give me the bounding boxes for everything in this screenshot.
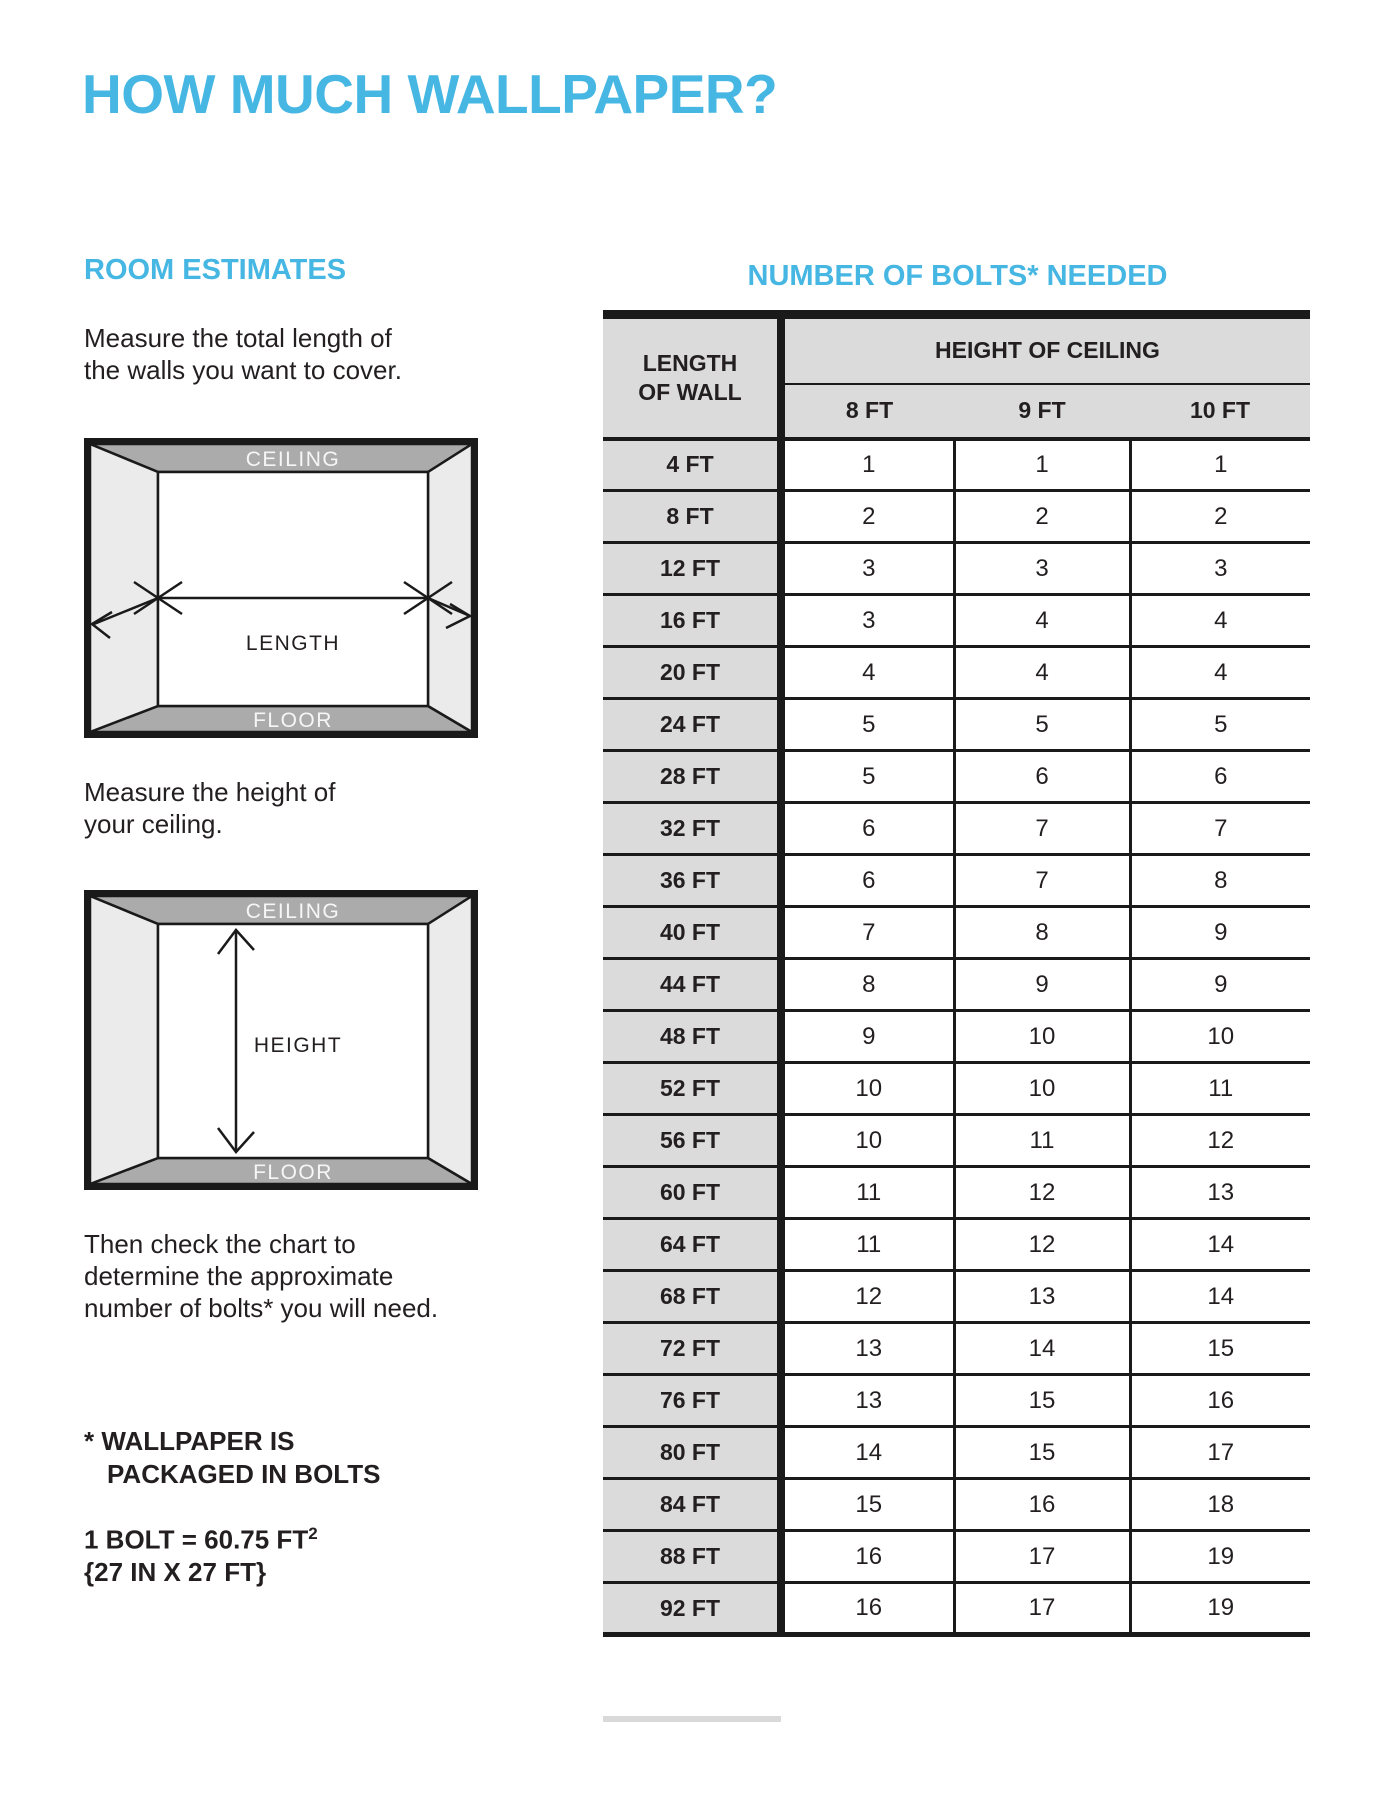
bolt-count-cell: 3 (954, 543, 1130, 595)
table-row (603, 1167, 1310, 1219)
bolt-count-cell: 19 (1130, 1531, 1310, 1583)
bolt-count-cell: 11 (781, 1167, 954, 1219)
bolt-count-cell: 16 (781, 1531, 954, 1583)
bolt-count-cell: 19 (1130, 1583, 1310, 1635)
wall-length-cell: 52 FT (603, 1063, 781, 1115)
table-row (603, 959, 1310, 1011)
step3-instruction (84, 1228, 438, 1324)
bolt-count-cell: 5 (1130, 699, 1310, 751)
bolt-count-cell: 8 (1130, 855, 1310, 907)
right-wall-panel (428, 444, 472, 732)
table-row (603, 1271, 1310, 1323)
step2-line2: your ceiling. (84, 809, 223, 839)
wall-length-cell: 56 FT (603, 1115, 781, 1167)
wall-length-cell: 76 FT (603, 1375, 781, 1427)
step2-instruction (84, 776, 336, 840)
table-row (603, 751, 1310, 803)
bolt-count-cell: 15 (1130, 1323, 1310, 1375)
step1-line2: the walls you want to cover. (84, 355, 402, 385)
bolt-count-cell: 18 (1130, 1479, 1310, 1531)
wall-length-cell: 16 FT (603, 595, 781, 647)
bolt-count-cell: 17 (954, 1531, 1130, 1583)
wall-length-cell: 8 FT (603, 491, 781, 543)
table-row (603, 1323, 1310, 1375)
bolt-count-cell: 13 (781, 1375, 954, 1427)
bolt-count-cell: 9 (954, 959, 1130, 1011)
wall-length-cell: 20 FT (603, 647, 781, 699)
step2-line1: Measure the height of (84, 777, 336, 807)
bolt-equation (84, 1524, 318, 1556)
bolt-count-cell: 13 (1130, 1167, 1310, 1219)
bolt-count-cell: 4 (1130, 595, 1310, 647)
wall-length-cell: 72 FT (603, 1323, 781, 1375)
wall-length-cell: 32 FT (603, 803, 781, 855)
wall-length-cell: 68 FT (603, 1271, 781, 1323)
wall-length-cell: 4 FT (603, 439, 781, 491)
wall-length-cell: 40 FT (603, 907, 781, 959)
table-group-header-row (603, 315, 1310, 384)
bolt-count-cell: 2 (1130, 491, 1310, 543)
bolt-count-cell: 9 (1130, 959, 1310, 1011)
wall-length-cell: 88 FT (603, 1531, 781, 1583)
page-title: HOW MUCH WALLPAPER? (82, 63, 778, 125)
room-height-diagram (84, 890, 478, 1190)
floor-label: FLOOR (253, 709, 333, 732)
length-of-wall-header-line1: LENGTH (642, 349, 738, 376)
height-of-ceiling-header: HEIGHT OF CEILING (781, 315, 1310, 384)
bolt-count-cell: 14 (1130, 1219, 1310, 1271)
length-label: LENGTH (245, 632, 341, 655)
bolt-count-cell: 5 (781, 699, 954, 751)
step1-line1: Measure the total length of (84, 323, 392, 353)
ceiling-label: CEILING (245, 448, 341, 471)
column-header-9ft: 9 FT (954, 384, 1130, 439)
table-row (603, 543, 1310, 595)
bolt-count-cell: 10 (781, 1063, 954, 1115)
table-row (603, 803, 1310, 855)
bolt-count-cell: 12 (1130, 1115, 1310, 1167)
wall-length-cell: 28 FT (603, 751, 781, 803)
bolt-count-cell: 11 (781, 1219, 954, 1271)
table-row (603, 1375, 1310, 1427)
table-row (603, 1427, 1310, 1479)
step3-line3: number of bolts* you will need. (84, 1293, 439, 1323)
back-wall-panel (158, 472, 428, 706)
left-wall-panel (90, 444, 158, 732)
bolt-count-cell: 5 (954, 699, 1130, 751)
bolt-count-cell: 14 (954, 1323, 1130, 1375)
bolt-count-cell: 3 (781, 595, 954, 647)
wall-length-cell: 84 FT (603, 1479, 781, 1531)
bolt-count-cell: 2 (954, 491, 1130, 543)
bolts-table-heading: NUMBER OF BOLTS* NEEDED (747, 260, 1168, 292)
bolt-count-cell: 6 (781, 803, 954, 855)
bolt-count-cell: 17 (1130, 1427, 1310, 1479)
bolt-count-cell: 7 (954, 855, 1130, 907)
bolt-count-cell: 3 (1130, 543, 1310, 595)
ceiling-label: CEILING (245, 900, 341, 923)
wall-length-cell: 44 FT (603, 959, 781, 1011)
wall-length-cell: 64 FT (603, 1219, 781, 1271)
bolt-count-cell: 15 (954, 1427, 1130, 1479)
bolt-count-cell: 12 (954, 1167, 1130, 1219)
bolt-count-cell: 16 (1130, 1375, 1310, 1427)
table-row (603, 1531, 1310, 1583)
bolt-count-cell: 7 (1130, 803, 1310, 855)
room-length-diagram (84, 438, 478, 738)
table-row (603, 1063, 1310, 1115)
wall-length-cell: 24 FT (603, 699, 781, 751)
bolt-count-cell: 1 (1130, 439, 1310, 491)
bolt-count-cell: 7 (781, 907, 954, 959)
table-row (603, 1115, 1310, 1167)
bolt-count-cell: 17 (954, 1583, 1130, 1635)
bolt-equation-exponent: 2 (308, 1524, 318, 1543)
table-row (603, 1011, 1310, 1063)
bolt-count-cell: 4 (954, 595, 1130, 647)
table-row (603, 907, 1310, 959)
left-wall-panel (90, 896, 158, 1184)
height-label: HEIGHT (253, 1034, 343, 1057)
bolt-count-cell: 6 (1130, 751, 1310, 803)
bolts-table-body (603, 439, 1310, 1635)
bolt-count-cell: 6 (781, 855, 954, 907)
wall-length-cell: 48 FT (603, 1011, 781, 1063)
bolt-count-cell: 12 (954, 1219, 1130, 1271)
table-row (603, 1479, 1310, 1531)
bolt-count-cell: 4 (781, 647, 954, 699)
bolt-count-cell: 7 (954, 803, 1130, 855)
table-row (603, 699, 1310, 751)
bolt-count-cell: 10 (1130, 1011, 1310, 1063)
length-of-wall-header (603, 315, 781, 439)
wall-length-cell: 92 FT (603, 1583, 781, 1635)
table-row (603, 595, 1310, 647)
bolt-footnote-line2: PACKAGED IN BOLTS (107, 1459, 381, 1489)
bolt-count-cell: 6 (954, 751, 1130, 803)
bolt-count-cell: 13 (954, 1271, 1130, 1323)
bolt-count-cell: 5 (781, 751, 954, 803)
bolt-count-cell: 15 (781, 1479, 954, 1531)
bolt-count-cell: 14 (781, 1427, 954, 1479)
bolt-count-cell: 11 (954, 1115, 1130, 1167)
bolt-count-cell: 8 (954, 907, 1130, 959)
room-estimates-heading: ROOM ESTIMATES (84, 254, 347, 286)
bolts-needed-table (603, 310, 1310, 1637)
bolt-count-cell: 16 (954, 1479, 1130, 1531)
bolt-count-cell: 15 (954, 1375, 1130, 1427)
table-row (603, 855, 1310, 907)
bolt-count-cell: 13 (781, 1323, 954, 1375)
bolt-count-cell: 1 (954, 439, 1130, 491)
bolt-count-cell: 8 (781, 959, 954, 1011)
column-header-8ft: 8 FT (781, 384, 954, 439)
table-row (603, 491, 1310, 543)
wall-length-cell: 12 FT (603, 543, 781, 595)
table-bottom-tab (603, 1716, 781, 1722)
bolt-count-cell: 1 (781, 439, 954, 491)
bolt-count-cell: 11 (1130, 1063, 1310, 1115)
table-row (603, 439, 1310, 491)
step3-line1: Then check the chart to (84, 1229, 356, 1259)
bolt-count-cell: 9 (1130, 907, 1310, 959)
table-row (603, 1219, 1310, 1271)
bolt-count-cell: 9 (781, 1011, 954, 1063)
floor-label: FLOOR (253, 1161, 333, 1184)
bolt-count-cell: 16 (781, 1583, 954, 1635)
bolt-dimensions: {27 IN X 27 FT} (84, 1557, 267, 1587)
bolt-equation-text: 1 BOLT = 60.75 FT (84, 1524, 309, 1555)
length-of-wall-header-line2: OF WALL (638, 378, 742, 405)
bolt-footnote-line1: * WALLPAPER IS (84, 1426, 295, 1456)
bolt-count-cell: 3 (781, 543, 954, 595)
bolt-count-cell: 10 (781, 1115, 954, 1167)
bolt-count-cell: 2 (781, 491, 954, 543)
table-row (603, 647, 1310, 699)
wall-length-cell: 60 FT (603, 1167, 781, 1219)
bolt-count-cell: 12 (781, 1271, 954, 1323)
wall-length-cell: 80 FT (603, 1427, 781, 1479)
bolt-count-cell: 10 (954, 1011, 1130, 1063)
table-row (603, 1583, 1310, 1635)
wall-length-cell: 36 FT (603, 855, 781, 907)
column-header-10ft: 10 FT (1130, 384, 1310, 439)
bolt-count-cell: 4 (1130, 647, 1310, 699)
right-wall-panel (428, 896, 472, 1184)
bolt-count-cell: 10 (954, 1063, 1130, 1115)
step1-instruction (84, 322, 402, 386)
bolt-count-cell: 14 (1130, 1271, 1310, 1323)
bolt-count-cell: 4 (954, 647, 1130, 699)
step3-line2: determine the approximate (84, 1261, 394, 1291)
